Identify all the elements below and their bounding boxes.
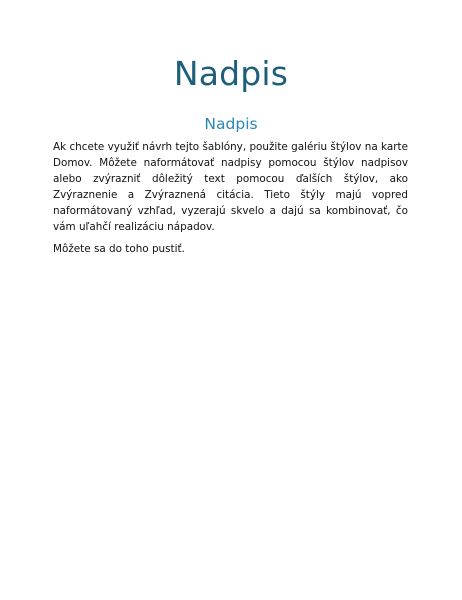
section-heading: Nadpis: [204, 115, 258, 133]
paragraph-2: Môžete sa do toho pustiť.: [53, 243, 185, 255]
page-title: Nadpis: [173, 54, 289, 93]
paragraph-1: Ak chcete využiť návrh tejto šablóny, použite galériu štýlov na karte Domov. Môžete naformátovať nadpisy pomocou štýlov nadpisov alebo zvýrazniť dôležitý text pomocou ďalších štýlov, ako Zvýraznenie a Zvýraznená citácia. Tieto štýly majú vopred naformátovaný vzhľad, vyzerajú skvelo a dajú sa kombinovať, čo vám uľahčí realizáciu nápadov.: [53, 141, 408, 233]
document-body: [53, 139, 408, 257]
